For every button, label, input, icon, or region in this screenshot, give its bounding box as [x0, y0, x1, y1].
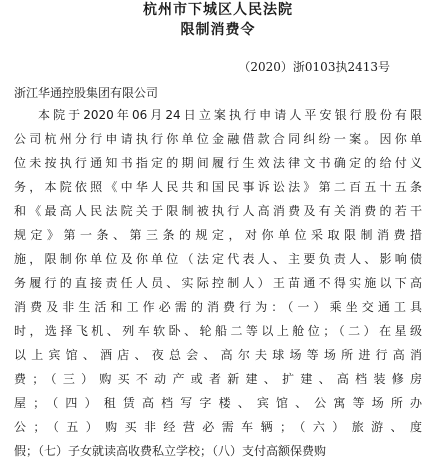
body-line: 和《最高人民法院关于限制被执行人高消费及有关消费的若干 [14, 204, 422, 218]
addressee: 浙江华通控股集团有限公司 [14, 86, 159, 100]
body-line: 假；（七）子女就读高收费私立学校；（八）支付高额保费购 [14, 444, 327, 458]
body-line: 务，本院依照《中华人民共和国民事诉讼法》第二百五十五条 [14, 180, 422, 194]
body-line: 屋；（四）租赁高档写字楼、宾馆、公寓等场所办 [14, 396, 422, 410]
body-line: 时，选择飞机、列车软卧、轮船二等以上舱位；（二）在星级 [14, 324, 422, 338]
body-line: 消费及非生活和工作必需的消费行为：（一）乘坐交通工具 [14, 300, 422, 314]
case-number: （2020）浙0103执2413号 [238, 60, 390, 74]
court-name-heading: 杭州市下城区人民法院 [143, 2, 293, 18]
body-line: 以上宾馆、酒店、夜总会、高尔夫球场等场所进行高消 [14, 348, 422, 362]
body-line: 费；（三）购买不动产或者新建、扩建、高档装修房 [14, 372, 422, 386]
body-line: 施，限制你单位及你单位（法定代表人、主要负责人、影响债 [14, 252, 422, 266]
body-line: 位未按执行通知书指定的期间履行生效法律文书确定的给付义 [14, 156, 422, 170]
document-type-heading: 限制消费令 [180, 22, 256, 38]
body-line: 公；（五）购买非经营必需车辆；（六）旅游、度 [14, 420, 422, 434]
body-line: 本院于2020年06月24日立案执行申请人平安银行股份有限 [38, 108, 422, 122]
body-line: 规定》第一条、第三条的规定，对你单位采取限制消费措 [14, 228, 422, 242]
body-line: 务履行的直接责任人员、实际控制人）王苗通不得实施以下高 [14, 276, 422, 290]
body-line: 公司杭州分行申请执行你单位金融借款合同纠纷一案。因你单 [14, 132, 422, 146]
